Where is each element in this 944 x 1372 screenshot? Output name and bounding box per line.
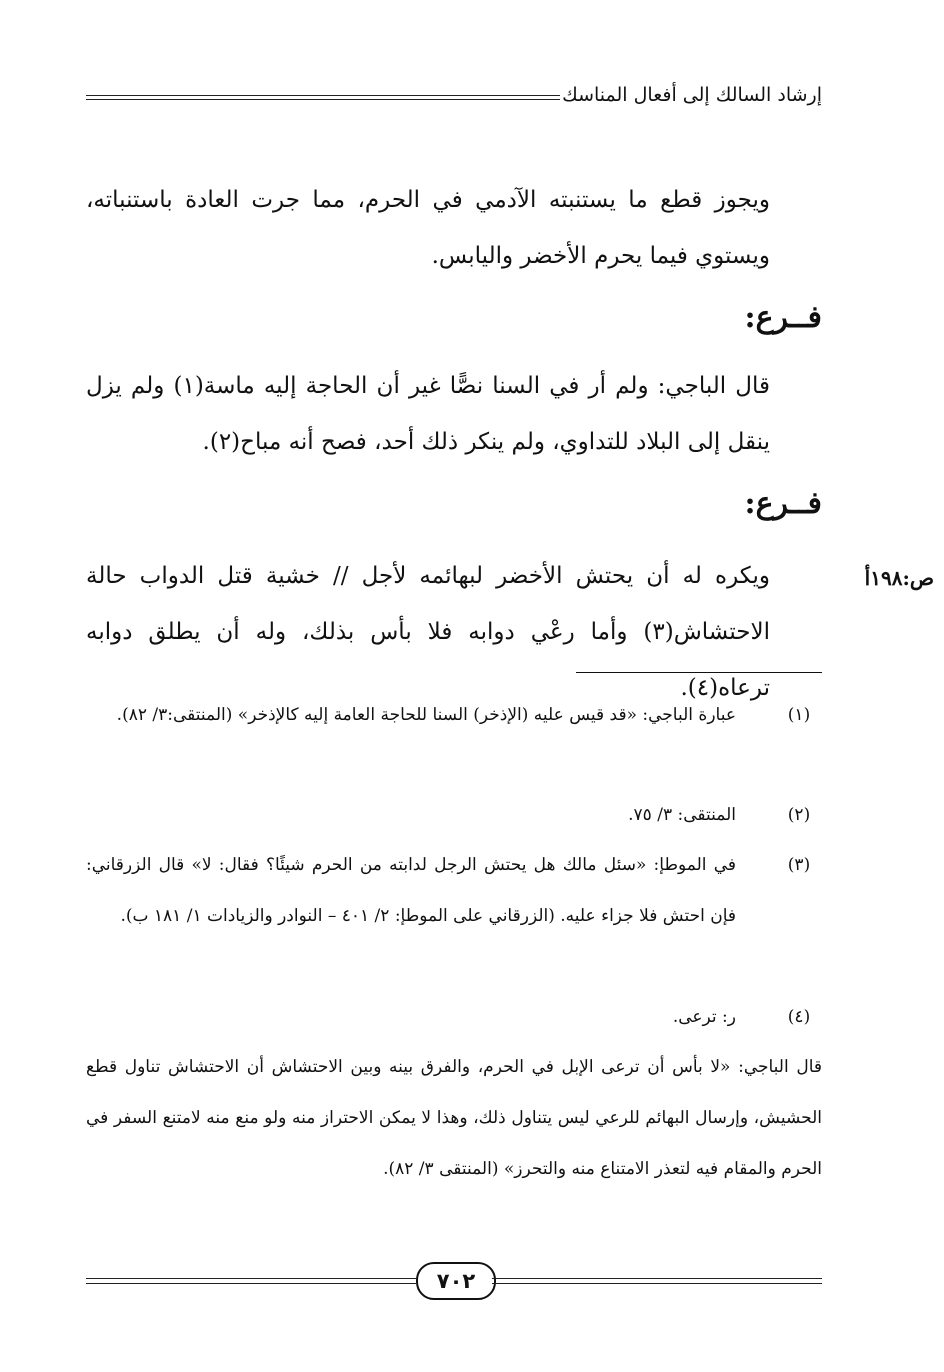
footnote-number: (١) bbox=[787, 705, 811, 725]
footnote-3 bbox=[86, 840, 822, 942]
footer-rule-left bbox=[86, 1278, 416, 1284]
heading-far-1: فــرع: bbox=[744, 300, 822, 335]
header-title: إرشاد السالك إلى أفعال المناسك bbox=[562, 84, 822, 106]
footnote-text: ر: ترعى. bbox=[672, 1007, 736, 1027]
footnote-4 bbox=[86, 992, 822, 1043]
footnote-number: (٤) bbox=[787, 1007, 811, 1027]
running-header bbox=[86, 80, 822, 120]
footnote-continuation-text: قال الباجي: «لا بأس أن ترعى الإبل في الحرم، والفرق بينه وبين الاحتشاش أن الاحتشاش تناول قطع الحشيش، وإرسال البهائم للرعي ليس يتناول ذلك، وهذا لا يمكن الاحتراز منه ولو منع منه لامتنع السفر في الحرم والمقام فيه لتعذر الامتناع منه والتحرز» (المنتقى ٣/ ٨٢). bbox=[86, 1057, 822, 1179]
footnote-text: المنتقى: ٣/ ٧٥. bbox=[628, 805, 736, 825]
header-rule bbox=[86, 95, 560, 100]
footnote-separator bbox=[576, 672, 822, 673]
paragraph-3-text: ويكره له أن يحتش الأخضر لبهائمه لأجل // خشية قتل الدواب حالة الاحتشاش(٣) وأما رعْي دوابه فلا بأس بذلك، وله أن يطلق دوابه ترعاه(٤). bbox=[86, 563, 770, 701]
page-footer bbox=[86, 1262, 822, 1312]
manuscript-folio-note: ص:١٩٨أ bbox=[864, 566, 934, 590]
footnote-number: (٣) bbox=[787, 855, 811, 875]
footnote-1 bbox=[86, 690, 822, 741]
footnote-4-continuation bbox=[86, 1042, 822, 1195]
paragraph-2 bbox=[86, 358, 822, 470]
footnote-text: في الموطإ: «سئل مالك هل يحتش الرجل لدابته من الحرم شيئًا؟ فقال: لا» قال الزرقاني: فإن احتش فلا جزاء عليه. (الزرقاني على الموطإ: ٢/ ٤٠١ – النوادر والزيادات ١/ ١٨١ ب). bbox=[86, 855, 736, 926]
footnote-number: (٢) bbox=[787, 805, 811, 825]
heading-far-2: فــرع: bbox=[744, 486, 822, 521]
footnote-2 bbox=[86, 790, 822, 841]
paragraph-1 bbox=[86, 172, 822, 284]
page-number: ٧٠٢ bbox=[416, 1262, 496, 1300]
footnote-text: عبارة الباجي: «قد قيس عليه (الإذخر) السنا للحاجة العامة إليه كالإذخر» (المنتقى:٣/ ٨٢). bbox=[116, 705, 736, 725]
footer-rule-right bbox=[492, 1278, 822, 1284]
paragraph-2-text: قال الباجي: ولم أر في السنا نصًّا غير أن الحاجة إليه ماسة(١) ولم يزل ينقل إلى البلاد للتداوي، ولم ينكر ذلك أحد، فصح أنه مباح(٢). bbox=[86, 373, 770, 455]
paragraph-1-text: ويجوز قطع ما يستنبته الآدمي في الحرم، مما جرت العادة باستنباته، ويستوي فيما يحرم الأخضر واليابس. bbox=[86, 187, 770, 269]
